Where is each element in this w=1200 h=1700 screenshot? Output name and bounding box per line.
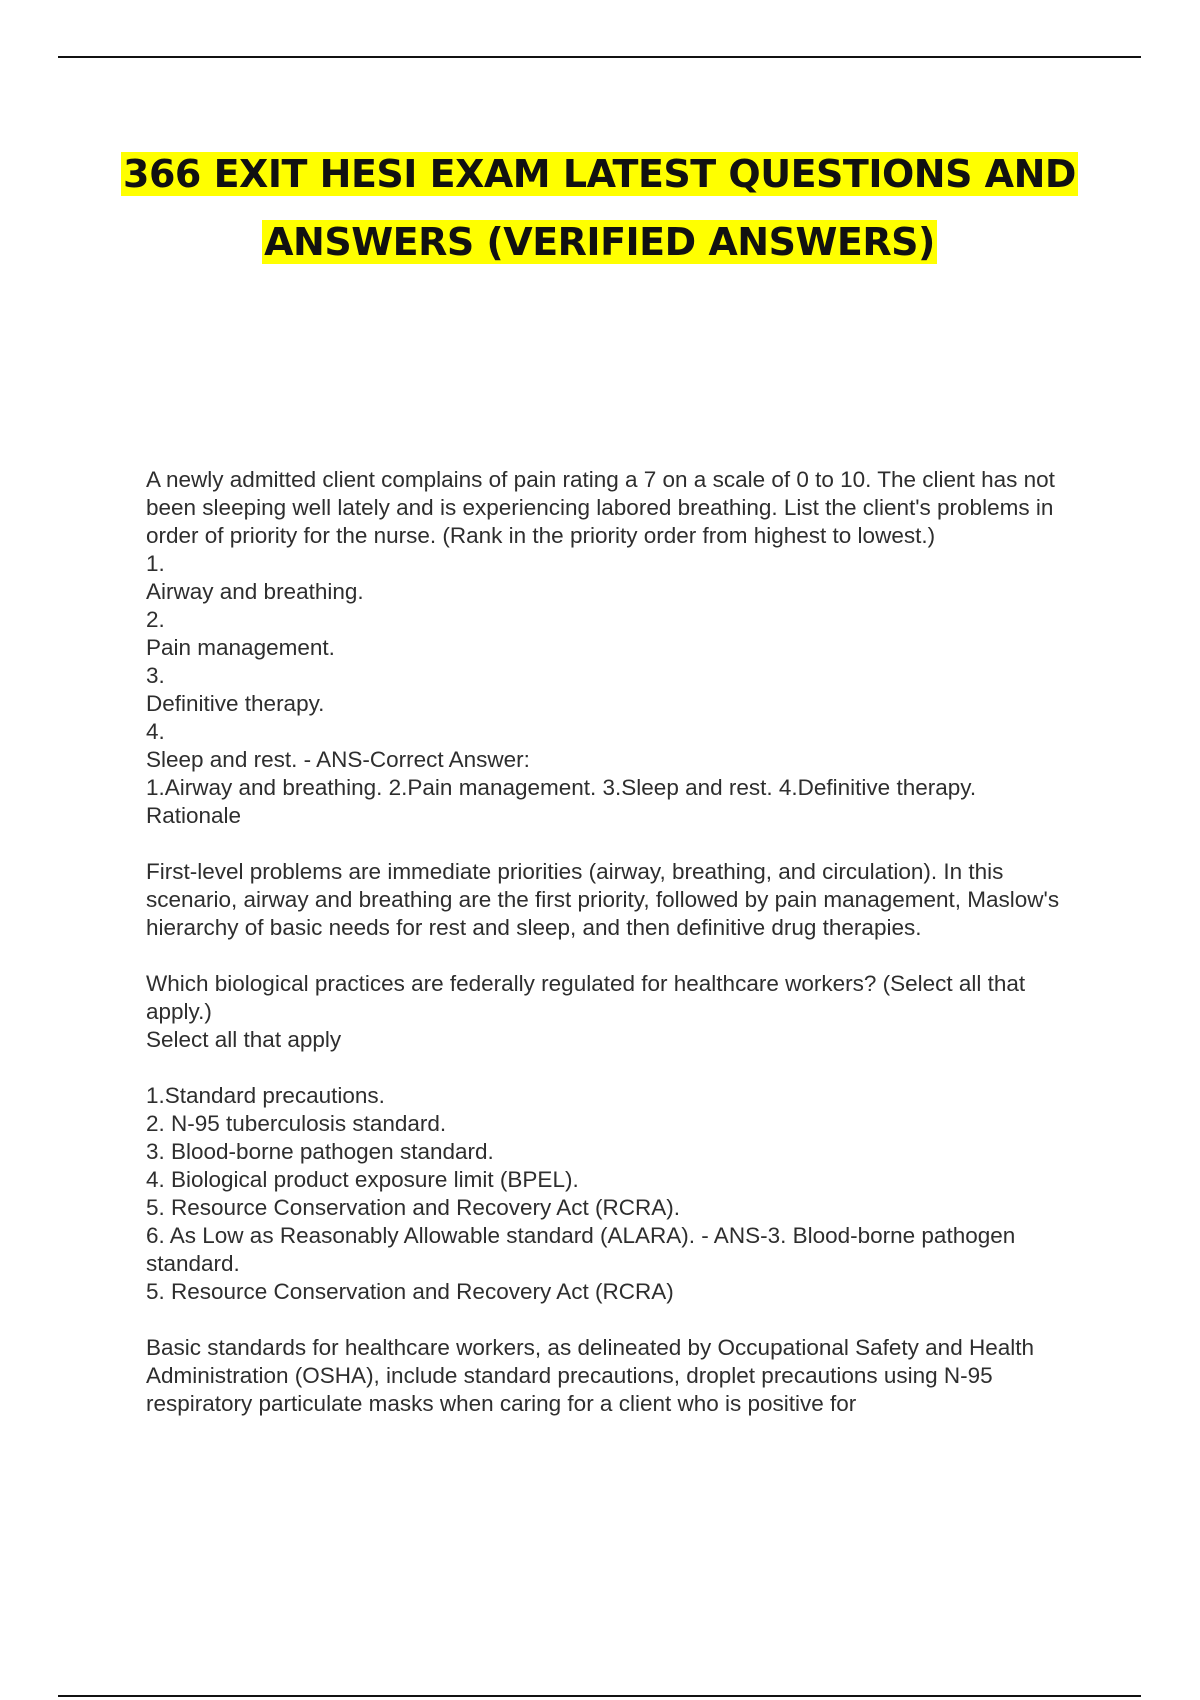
bottom-rule xyxy=(58,1695,1141,1697)
spacer xyxy=(146,1054,1096,1082)
q1-option-line: 3. xyxy=(146,663,165,688)
q1-option-line: 4. xyxy=(146,719,165,744)
spacer xyxy=(146,1306,1096,1334)
q1-question: A newly admitted client complains of pain rating a 7 on a scale of 0 to 10. The client has not been sleeping well lately and is experiencing labored breathing. List the client's problems in order of priority for the nurse. (Rank in the priority order from highest to lowest.) xyxy=(146,467,1055,548)
q1-rationale: First-level problems are immediate priorities (airway, breathing, and circulation). In this scenario, airway and breathing are the first priority, followed by pain management, Maslow's hierarchy of basic needs for rest and sleep, and then definitive drug therapies. xyxy=(146,859,1060,940)
spacer xyxy=(146,942,1096,970)
q2-instruction: Select all that apply xyxy=(146,1027,342,1052)
document-body xyxy=(146,466,1096,1418)
q2-question: Which biological practices are federally regulated for healthcare workers? (Select all that apply.) xyxy=(146,971,1026,1024)
q1-option-line: Sleep and rest. - ANS-Correct Answer: xyxy=(146,747,530,772)
title-line-2: ANSWERS (VERIFIED ANSWERS) xyxy=(264,220,935,264)
top-rule xyxy=(58,56,1141,58)
q2-option: 1.Standard precautions. xyxy=(146,1083,385,1108)
q1-option-line: Airway and breathing. xyxy=(146,579,364,604)
q1-rationale-label: Rationale xyxy=(146,803,242,828)
q2-explanation: Basic standards for healthcare workers, as delineated by Occupational Safety and Health Administration (OSHA), include standard precautions, droplet precautions using N-95 respiratory particulate masks when caring for a client who is positive for xyxy=(146,1335,1035,1416)
document-title xyxy=(58,140,1141,276)
q2-option: 6. As Low as Reasonably Allowable standard (ALARA). - ANS-3. Blood-borne pathogen standard. xyxy=(146,1223,1016,1276)
q1-answer: 1.Airway and breathing. 2.Pain management. 3.Sleep and rest. 4.Definitive therapy. xyxy=(146,775,977,800)
q2-option: 5. Resource Conservation and Recovery Act (RCRA). xyxy=(146,1195,680,1220)
q1-option-line: Pain management. xyxy=(146,635,335,660)
q1-option-line: 1. xyxy=(146,551,165,576)
q1-option-line: 2. xyxy=(146,607,165,632)
q1-option-line: Definitive therapy. xyxy=(146,691,325,716)
spacer xyxy=(146,830,1096,858)
title-line-1: 366 EXIT HESI EXAM LATEST QUESTIONS AND xyxy=(123,152,1076,196)
q2-option: 3. Blood-borne pathogen standard. xyxy=(146,1139,494,1164)
q2-option: 5. Resource Conservation and Recovery Act (RCRA) xyxy=(146,1279,674,1304)
q2-option: 4. Biological product exposure limit (BPEL). xyxy=(146,1167,579,1192)
q2-option: 2. N-95 tuberculosis standard. xyxy=(146,1111,447,1136)
